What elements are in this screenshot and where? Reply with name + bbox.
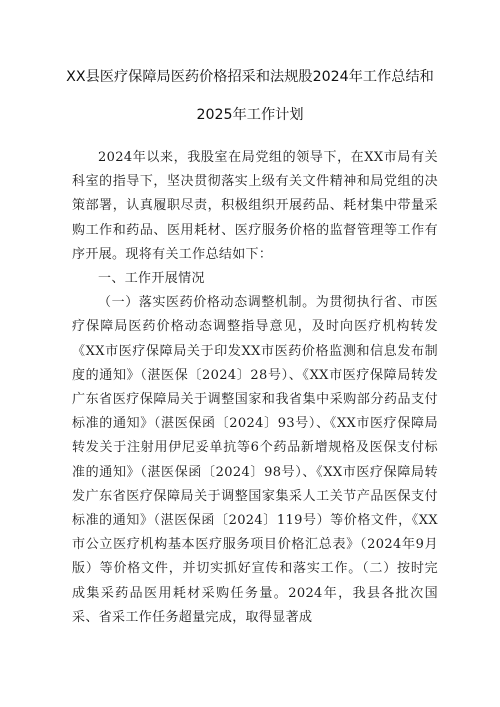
document-title-line-2: 2025年工作计划 [196,107,304,123]
document-body [72,146,438,630]
document-title-line-1: XX县医疗保障局医药价格招采和法规股2024年工作总结和 [66,69,434,85]
section-heading: 一、工作开展情况 [98,271,205,287]
section-paragraph: （一）落实医药价格动态调整机制。为贯彻执行省、市医疗保障局医药价格动态调整指导意见，及时向医疗机构转发《XX市医疗保障局关于印发XX市医药价格监测和信息发布制度的通知》（湛医保〔2024〕28号）、《XX市医疗保障局转发广东省医疗保障局关于调整国家和我省集中采购部分药品支付标准的通知》（湛医保函〔2024〕93号）、《XX市医疗保障局转发关于注射用伊尼妥单抗等6个药品新增规格及医保支付标准的通知》（湛医保函〔2024〕98号）、《XX市医疗保障局转发广东省医疗保障局关于调整国家集采人工关节产品医保支付标准的通知》（湛医保函〔2024〕119号）等价格文件，《XX市公立医疗机构基本医疗服务项目价格汇总表》（2024年9月版）等价格文件，并切实抓好宣传和落实工作。（二）按时完成集采药品医用耗材采购任务量。2024年，我县各批次国采、省采工作任务超量完成，取得显著成 [72,295,438,625]
intro-paragraph: 2024年以来，我股室在局党组的领导下，在XX市局有关科室的指导下，坚决贯彻落实上级有关文件精神和局党组的决策部署，认真履职尽责，积极组织开展药品、耗材集中带量采购工作和药品、医用耗材、医疗服务价格的监督管理等工作有序开展。现将有关工作总结如下： [72,150,438,262]
